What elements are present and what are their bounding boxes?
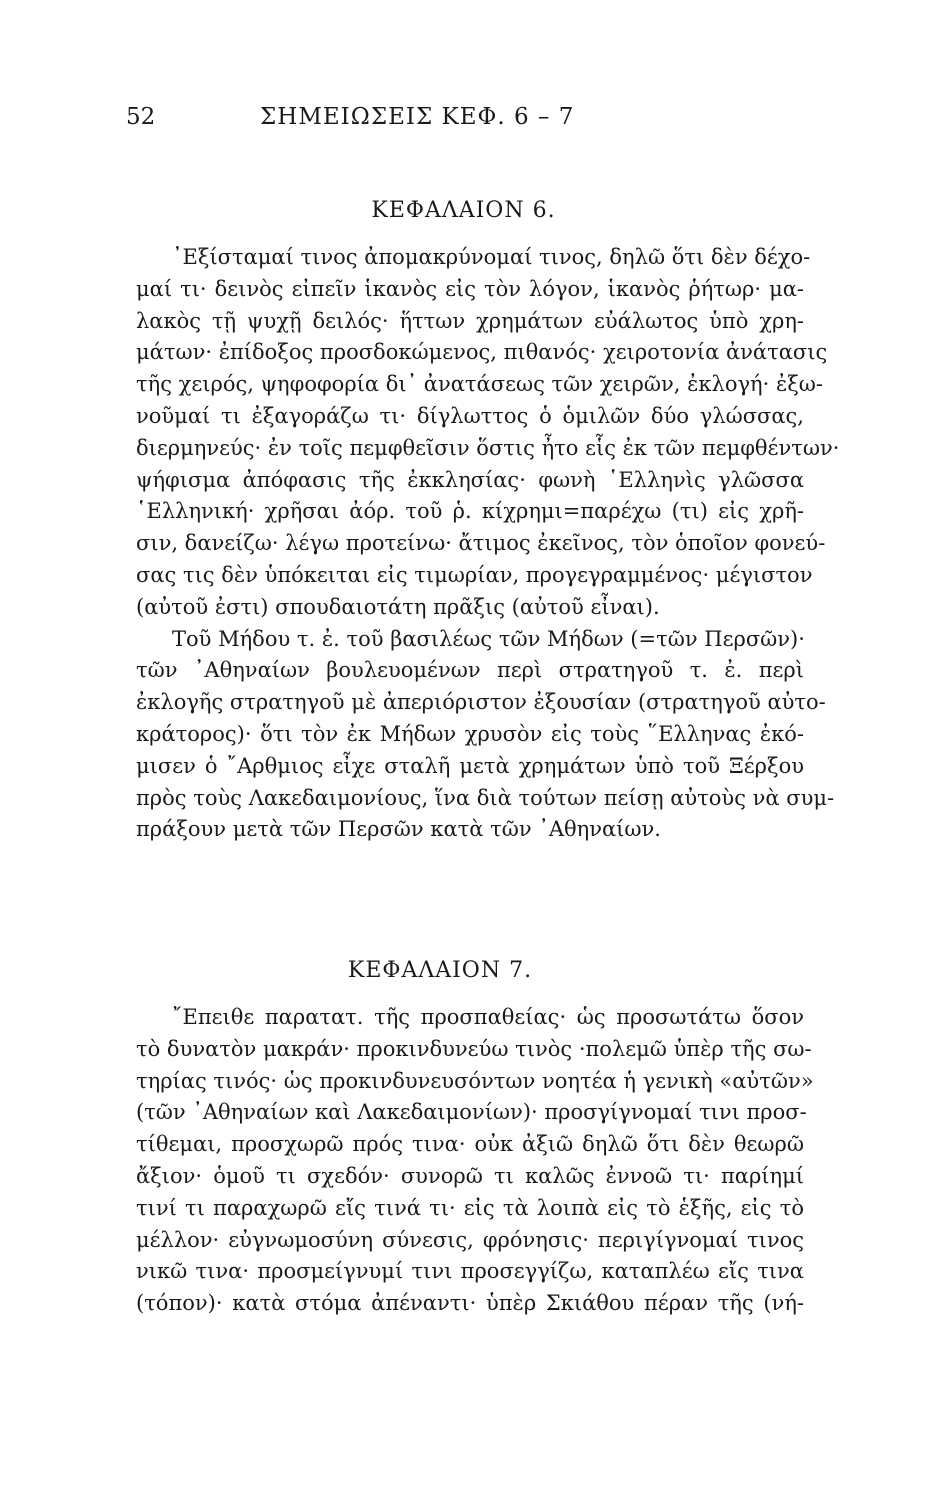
page-number: 52 (126, 104, 156, 130)
page-header (126, 104, 687, 138)
chapter-6-heading: ΚΕΦΑΛΑΙΟΝ 6. (371, 198, 556, 223)
text-line: πράξουν μετὰ τῶν Περσῶν κατὰ τῶν ᾿Αθηναίων. (136, 817, 661, 842)
text-line: λακὸς τῇ ψυχῇ δειλός· ἥττων χρημάτων εὐάλωτος ὑπὸ χρη- (136, 308, 804, 333)
text-line: ἐκλογῆς στρατηγοῦ μὲ ἀπεριόριστον ἐξουσίαν (στρατηγοῦ αὐτο- (136, 690, 826, 715)
text-line: (αὐτοῦ ἐστι) σπουδαιοτάτη πρᾶξις (αὐτοῦ εἶναι). (136, 594, 660, 619)
text-line: τίθεμαι, προσχωρῶ πρός τινα· οὐκ ἀξιῶ δηλῶ ὅτι δὲν θεωρῶ (136, 1132, 804, 1157)
text-line: σας τις δὲν ὑπόκειται εἰς τιμωρίαν, προγεγραμμένος· μέγιστον (136, 562, 813, 587)
chapter-7-heading: ΚΕΦΑΛΑΙΟΝ 7. (347, 958, 533, 983)
text-line: μάτων· ἐπίδοξος προσδοκώμενος, πιθανός· χειροτονία ἀνάτασις (136, 340, 828, 365)
text-line: νοῦμαί τι ἐξαγοράζω τι· δίγλωττος ὁ ὁμιλῶν δύο γλώσσας, (136, 403, 804, 428)
text-line: ῾Ελληνική· χρῆσαι ἀόρ. τοῦ ῥ. κίχρημι=παρέχω (τι) εἰς χρῆ- (136, 499, 804, 524)
text-line: τινί τι παραχωρῶ εἴς τινά τι· εἰς τὰ λοιπὰ εἰς τὸ ἑξῆς, εἰς τὸ (136, 1195, 804, 1220)
text-line: διερμηνεύς· ἐν τοῖς πεμφθεῖσιν ὅστις ἦτο εἷς ἐκ τῶν πεμφθέντων· (136, 435, 840, 460)
text-line: κράτορος)· ὅτι τὸν ἐκ Μήδων χρυσὸν εἰς τοὺς ῞Ελληνας ἐκό- (136, 721, 804, 746)
text-line: τῆς χειρός, ψηφοφορία δι᾿ ἀνατάσεως τῶν χειρῶν, ἐκλογή· ἐξω- (136, 372, 824, 397)
text-line: τὸ δυνατὸν μακράν· προκινδυνεύω τινὸς ·πολεμῶ ὑπὲρ τῆς σω- (136, 1036, 812, 1061)
text-line: ῎Επειθε παρατατ. τῆς προσπαθείας· ὡς προσωτάτω ὅσον (172, 1005, 804, 1029)
text-line: μέλλον· εὐγνωμοσύνη σύνεσις, φρόνησις· περιγίγνομαί τινος (136, 1227, 804, 1252)
text-line: ψήφισμα ἀπόφασις τῆς ἐκκλησίας· φωνὴ ῾Ελληνὶς γλῶσσα (136, 467, 804, 492)
text-line: σιν, δανείζω· λέγω προτείνω· ἄτιμος ἐκεῖνος, τὸν ὁποῖον φονεύ- (136, 531, 826, 556)
text-line: τῶν ᾿Αθηναίων βουλευομένων περὶ στρατηγοῦ τ. ἐ. περὶ (136, 658, 804, 683)
text-line: Τοῦ Μήδου τ. ἐ. τοῦ βασιλέως τῶν Μήδων (=τῶν Περσῶν)· (172, 626, 805, 651)
text-line: (τῶν ᾿Αθηναίων καὶ Λακεδαιμονίων)· προσγίγνομαί τινι προσ- (136, 1100, 807, 1125)
text-line: μισεν ὁ ῎Αρθμιος εἶχε σταλῆ μετὰ χρημάτων ὑπὸ τοῦ Ξέρξου (136, 753, 804, 778)
text-line: ᾿Εξίσταμαί τινος ἀπομακρύνομαί τινος, δηλῶ ὅτι δὲν δέχο- (172, 245, 811, 269)
text-line: ἄξιον· ὁμοῦ τι σχεδόν· συνορῶ τι καλῶς ἐννοῶ τι· παρίημί (136, 1163, 804, 1188)
text-line: (τόπον)· κατὰ στόμα ἀπέναντι· ὑπὲρ Σκιάθου πέραν τῆς (νή- (136, 1291, 804, 1316)
text-line: νικῶ τινα· προσμείγνυμί τινι προσεγγίζω, καταπλέω εἴς τινα (136, 1259, 804, 1284)
text-line: μαί τι· δεινὸς εἰπεῖν ἱκανὸς εἰς τὸν λόγον, ἱκανὸς ῥήτωρ· μα- (136, 276, 804, 301)
running-head: ΣΗΜΕΙΩΣΕΙΣ ΚΕΦ. 6 – 7 (260, 104, 575, 130)
text-line: πρὸς τοὺς Λακεδαιμονίους, ἵνα διὰ τούτων πείσῃ αὐτοὺς νὰ συμ- (136, 785, 835, 810)
chapter-6-notes (136, 242, 840, 846)
text-line: τηρίας τινός· ὡς προκινδυνευσόντων νοητέα ἡ γενικὴ «αὐτῶν» (136, 1068, 814, 1093)
chapter-7-notes (136, 1002, 814, 1320)
